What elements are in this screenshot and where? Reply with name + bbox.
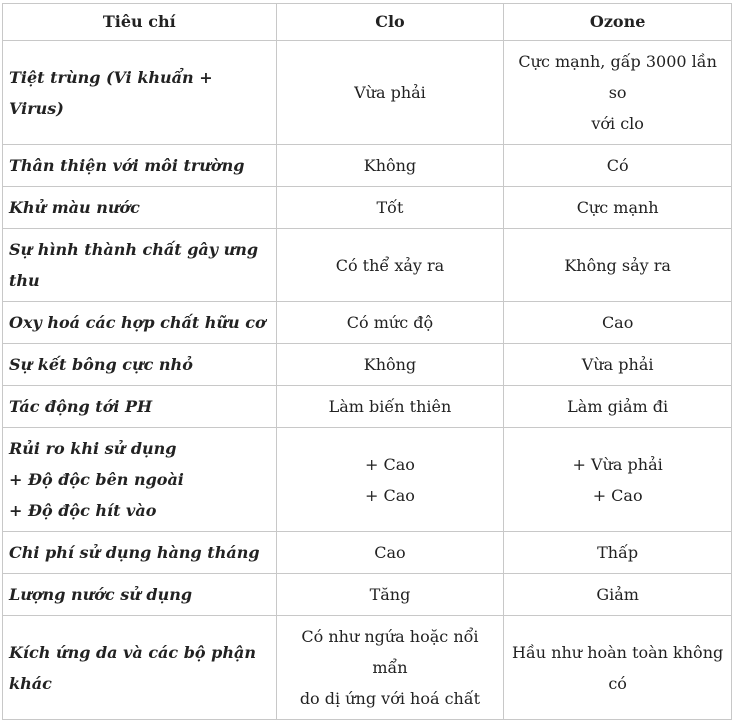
clo-cell-text: Làm biến thiên	[328, 397, 452, 416]
criteria-cell	[3, 229, 277, 302]
criteria-cell-text: + Độ độc hít vào	[9, 501, 157, 520]
clo-cell	[276, 386, 504, 428]
clo-cell	[276, 344, 504, 386]
clo-cell	[276, 574, 504, 616]
table-row	[3, 616, 732, 720]
clo-cell-text: Tốt	[376, 198, 404, 217]
table-row	[3, 574, 732, 616]
ozone-cell	[504, 145, 732, 187]
ozone-cell	[504, 344, 732, 386]
table-row	[3, 344, 732, 386]
ozone-cell	[504, 229, 732, 302]
criteria-cell	[3, 428, 277, 532]
ozone-cell	[504, 302, 732, 344]
criteria-cell	[3, 302, 277, 344]
header-clo: Clo	[276, 4, 504, 41]
criteria-cell-text: Khử màu nước	[9, 198, 140, 217]
criteria-cell-text: thu	[9, 271, 40, 290]
criteria-cell-text: Sự kết bông cực nhỏ	[9, 355, 193, 374]
ozone-cell	[504, 386, 732, 428]
criteria-cell-text: Lượng nước sử dụng	[9, 585, 193, 604]
ozone-cell-text: có	[608, 673, 627, 693]
ozone-cell	[504, 574, 732, 616]
clo-cell-text: Không	[363, 355, 417, 374]
ozone-cell	[504, 616, 732, 720]
clo-cell-text: do dị ứng với hoá chất	[299, 689, 481, 708]
clo-cell	[276, 616, 504, 720]
clo-cell	[276, 428, 504, 532]
clo-cell	[276, 302, 504, 344]
ozone-cell-text: + Vừa phải	[572, 454, 663, 474]
criteria-cell	[3, 386, 277, 428]
clo-cell-text: Cao	[374, 543, 406, 562]
criteria-cell-text: Kích ứng da và các bộ phận	[9, 642, 256, 662]
table-row	[3, 187, 732, 229]
ozone-cell-text: Hầu như hoàn toàn không	[512, 642, 724, 662]
clo-cell-text: Không	[363, 156, 417, 175]
criteria-cell	[3, 344, 277, 386]
ozone-cell-text: + Cao	[592, 485, 643, 505]
comparison-table	[2, 3, 732, 720]
ozone-cell	[504, 187, 732, 229]
clo-cell-text: + Cao	[365, 485, 415, 505]
criteria-cell	[3, 616, 277, 720]
ozone-cell	[504, 41, 732, 145]
table-row	[3, 532, 732, 574]
criteria-cell-text: khác	[9, 673, 52, 693]
clo-cell	[276, 532, 504, 574]
criteria-cell-text: Tác động tới PH	[9, 397, 153, 416]
ozone-cell-text: Có	[606, 156, 629, 175]
criteria-cell-text: Thân thiện với môi trường	[9, 156, 245, 175]
ozone-cell-text: Cực mạnh	[576, 198, 659, 217]
criteria-cell	[3, 187, 277, 229]
clo-cell	[276, 229, 504, 302]
ozone-cell-text: Vừa phải	[581, 355, 654, 374]
criteria-cell-text: Chi phí sử dụng hàng tháng	[9, 543, 260, 562]
clo-cell-text: Có mức độ	[346, 313, 434, 332]
criteria-cell-text: Rủi ro khi sử dụng	[9, 439, 177, 458]
clo-cell	[276, 145, 504, 187]
table-row	[3, 428, 732, 532]
criteria-cell	[3, 41, 277, 145]
ozone-cell-text: Không sảy ra	[564, 255, 671, 275]
clo-cell-text: + Cao	[365, 454, 415, 474]
criteria-cell	[3, 574, 277, 616]
clo-cell-text: Có thể xảy ra	[335, 255, 445, 275]
header-ozone: Ozone	[504, 4, 732, 41]
clo-cell-text: Tăng	[369, 585, 411, 604]
criteria-cell-text: Tiệt trùng (Vi khuẩn + Virus)	[9, 67, 213, 118]
clo-cell	[276, 41, 504, 145]
ozone-cell-text: Cực mạnh, gấp 3000 lần so	[518, 52, 717, 102]
header-criteria: Tiêu chí	[3, 4, 277, 41]
table-row	[3, 386, 732, 428]
clo-cell-text: Có như ngứa hoặc nổi mẩn	[301, 627, 479, 677]
ozone-cell-text: Thấp	[597, 543, 639, 562]
ozone-cell	[504, 428, 732, 532]
criteria-cell-text: + Độ độc bên ngoài	[9, 470, 184, 489]
ozone-cell	[504, 532, 732, 574]
table-body	[3, 41, 732, 720]
ozone-cell-text: với clo	[591, 114, 644, 133]
clo-cell	[276, 187, 504, 229]
criteria-cell-text: Oxy hoá các hợp chất hữu cơ	[9, 313, 266, 332]
ozone-cell-text: Làm giảm đi	[567, 397, 669, 416]
ozone-cell-text: Cao	[601, 313, 634, 332]
table-row	[3, 41, 732, 145]
table-row	[3, 229, 732, 302]
criteria-cell	[3, 532, 277, 574]
clo-cell-text: Vừa phải	[354, 83, 426, 102]
criteria-cell-text: Sự hình thành chất gây ưng	[9, 240, 259, 259]
ozone-cell-text: Giảm	[596, 585, 639, 604]
criteria-cell	[3, 145, 277, 187]
header-row	[3, 4, 732, 41]
table-row	[3, 145, 732, 187]
table-row	[3, 302, 732, 344]
